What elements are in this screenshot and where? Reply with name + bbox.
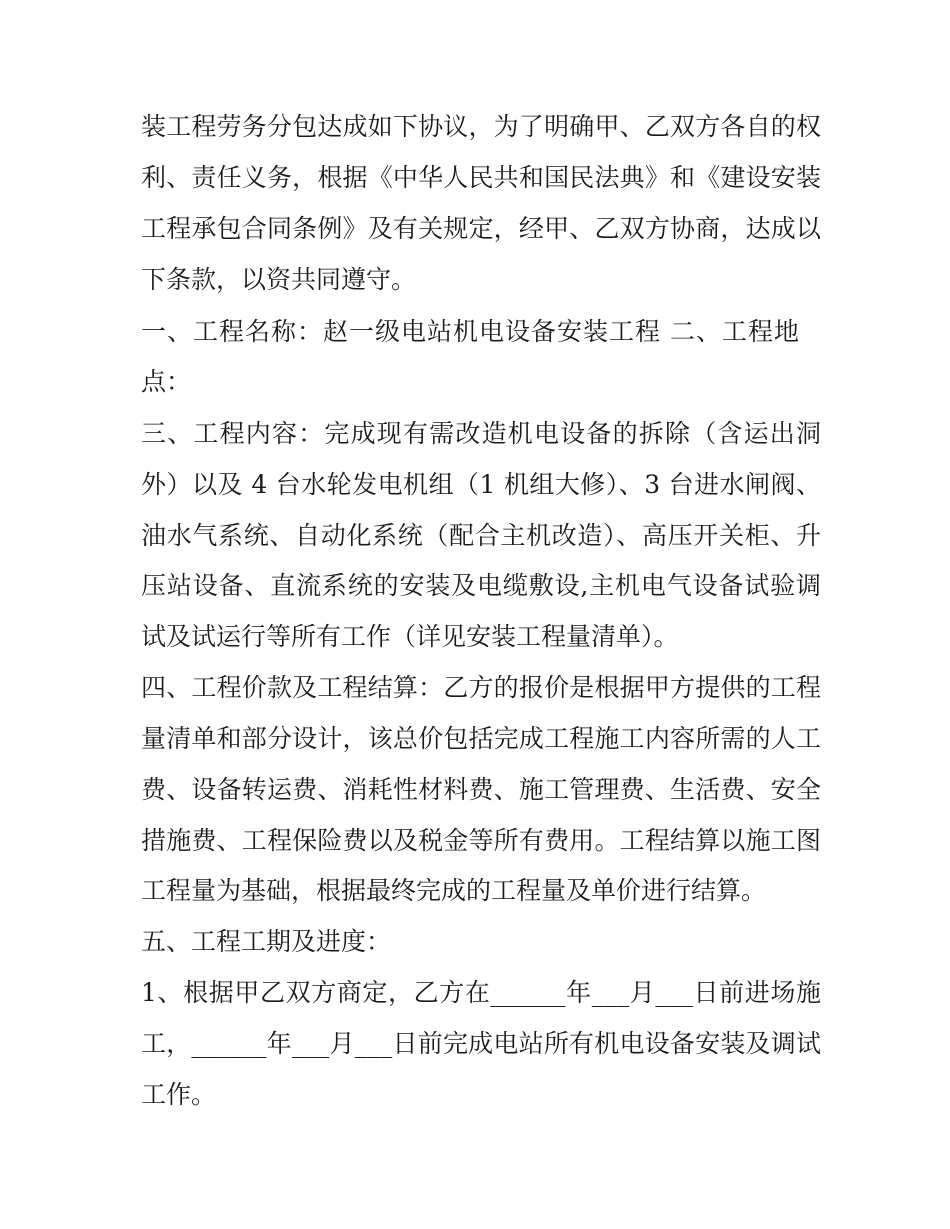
paragraph-line: 工程承包合同条例》及有关规定，经甲、乙双方协商，达成以 xyxy=(141,214,821,243)
paragraph-line: 四、工程价款及工程结算：乙方的报价是根据甲方提供的工程 xyxy=(141,673,821,702)
paragraph-line: 1、根据甲乙双方商定，乙方在______年___月___日前进场施 xyxy=(141,978,821,1007)
paragraph-line: 三、工程内容：完成现有需改造机电设备的拆除（含运出洞 xyxy=(141,419,821,448)
paragraph-line: 工，______年___月___日前完成电站所有机电设备安装及调试 xyxy=(141,1029,821,1058)
paragraph-line: 装工程劳务分包达成如下协议，为了明确甲、乙双方各自的权 xyxy=(141,112,821,141)
paragraph-line: 利、责任义务，根据《中华人民共和国民法典》和《建设安装 xyxy=(141,163,821,192)
paragraph-line: 工程量为基础，根据最终完成的工程量及单价进行结算。 xyxy=(141,876,767,905)
paragraph-line: 费、设备转运费、消耗性材料费、施工管理费、生活费、安全 xyxy=(141,775,821,804)
paragraph-line: 下条款，以资共同遵守。 xyxy=(141,265,417,294)
paragraph-line: 压站设备、直流系统的安装及电缆敷设,主机电气设备试验调 xyxy=(141,571,821,600)
paragraph-line: 油水气系统、自动化系统（配合主机改造）、高压开关柜、升 xyxy=(141,521,821,550)
paragraph-line: 量清单和部分设计，该总价包括完成工程施工内容所需的人工 xyxy=(141,724,821,753)
paragraph-line: 措施费、工程保险费以及税金等所有费用。工程结算以施工图 xyxy=(141,826,821,855)
paragraph-line: 点： xyxy=(141,367,192,396)
paragraph-line: 一、工程名称：赵一级电站机电设备安装工程 二、工程地 xyxy=(141,317,800,346)
paragraph-line: 外）以及 4 台水轮发电机组（1 机组大修）、3 台进水闸阀、 xyxy=(141,470,821,499)
paragraph-line: 工作。 xyxy=(141,1080,217,1109)
paragraph-line: 五、工程工期及进度： xyxy=(141,927,392,956)
paragraph-line: 试及试运行等所有工作（详见安装工程量清单）。 xyxy=(141,622,679,651)
